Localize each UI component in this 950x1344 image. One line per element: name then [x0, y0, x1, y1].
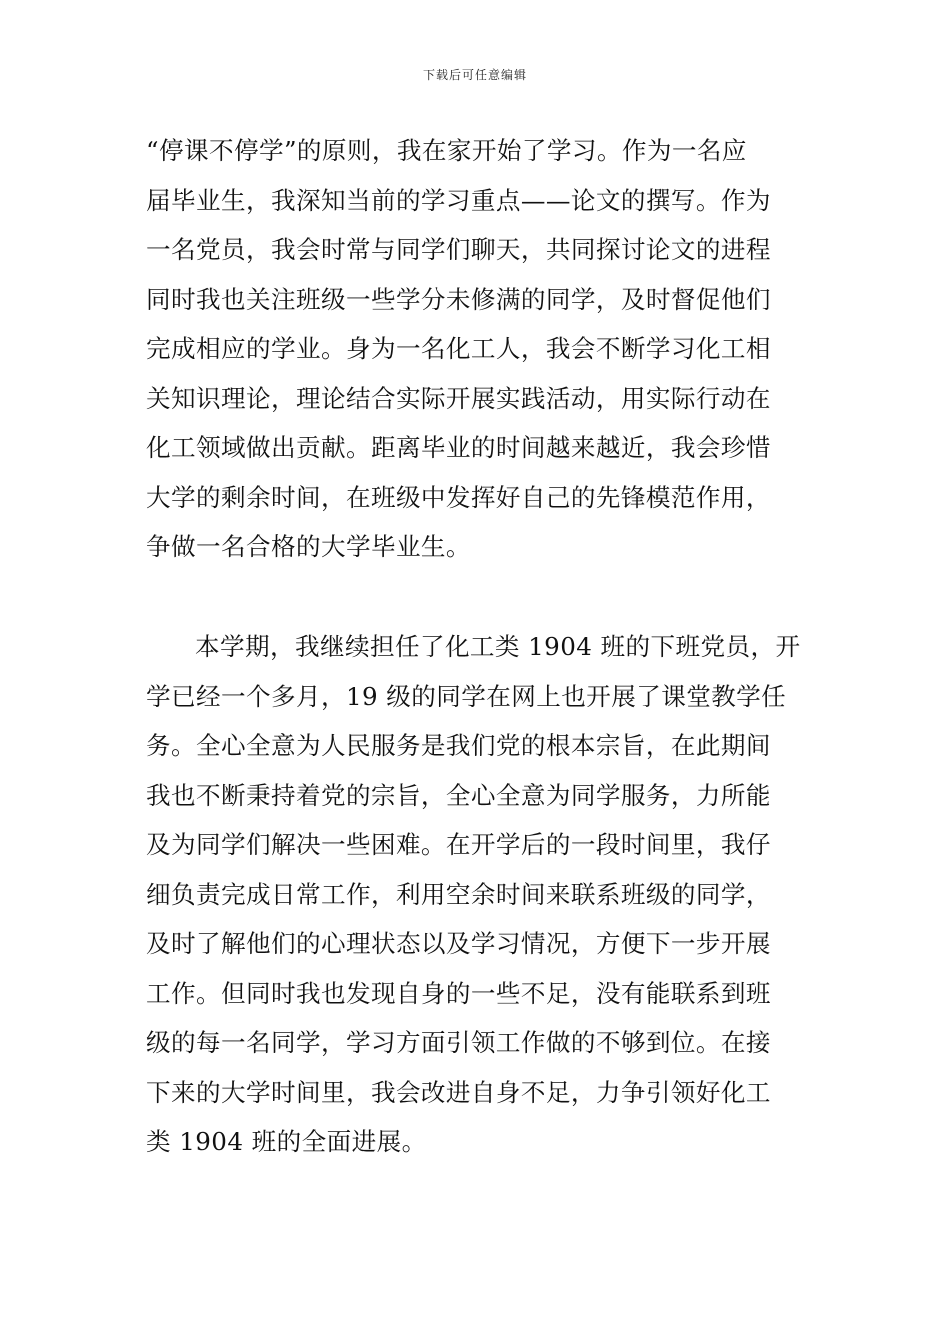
text-line: 及时了解他们的心理状态以及学习情况，方便下一步开展: [146, 929, 771, 958]
text-line: 级的每一名同学，学习方面引领工作做的不够到位。在接: [146, 1028, 771, 1057]
text-line: 务。全心全意为人民服务是我们党的根本宗旨，在此期间: [146, 731, 771, 760]
text-line: 及为同学们解决一些困难。在开学后的一段时间里，我仔: [146, 830, 771, 859]
text-line: 一名党员，我会时常与同学们聊天，共同探讨论文的进程: [146, 235, 771, 264]
text-line: 同时我也关注班级一些学分未修满的同学，及时督促他们: [146, 284, 771, 314]
text-line: 我也不断秉持着党的宗旨，全心全意为同学服务，力所能: [146, 780, 771, 810]
text-line: 工作。但同时我也发现自身的一些不足，没有能联系到班: [146, 978, 771, 1008]
paragraph-1: [146, 126, 810, 572]
text-line: 争做一名合格的大学毕业生。: [146, 532, 471, 561]
text-line: 关知识理论，理论结合实际开展实践活动，用实际行动在: [146, 383, 771, 413]
text-line: “停课不停学”的原则，我在家开始了学习。作为一名应: [146, 136, 747, 165]
paragraph-2: [146, 622, 810, 1167]
text-line: 类 1904 班的全面进展。: [146, 1127, 427, 1156]
text-line: 本学期，我继续担任了化工类 1904 班的下班党员，开: [195, 632, 801, 661]
page-header-note: 下载后可任意编辑: [422, 68, 527, 82]
text-line: 学已经一个多月，19 级的同学在网上也开展了课堂教学任: [146, 681, 787, 711]
text-line: 化工领域做出贡献。距离毕业的时间越来越近，我会珍惜: [146, 433, 771, 462]
text-line: 届毕业生，我深知当前的学习重点——论文的撰写。作为: [146, 185, 771, 215]
text-line: 下来的大学时间里，我会改进自身不足，力争引领好化工: [146, 1077, 771, 1107]
text-line: 大学的剩余时间，在班级中发挥好自己的先锋模范作用，: [146, 482, 771, 512]
text-line: 完成相应的学业。身为一名化工人，我会不断学习化工相: [146, 334, 771, 363]
text-line: 细负责完成日常工作，利用空余时间来联系班级的同学，: [146, 879, 771, 909]
